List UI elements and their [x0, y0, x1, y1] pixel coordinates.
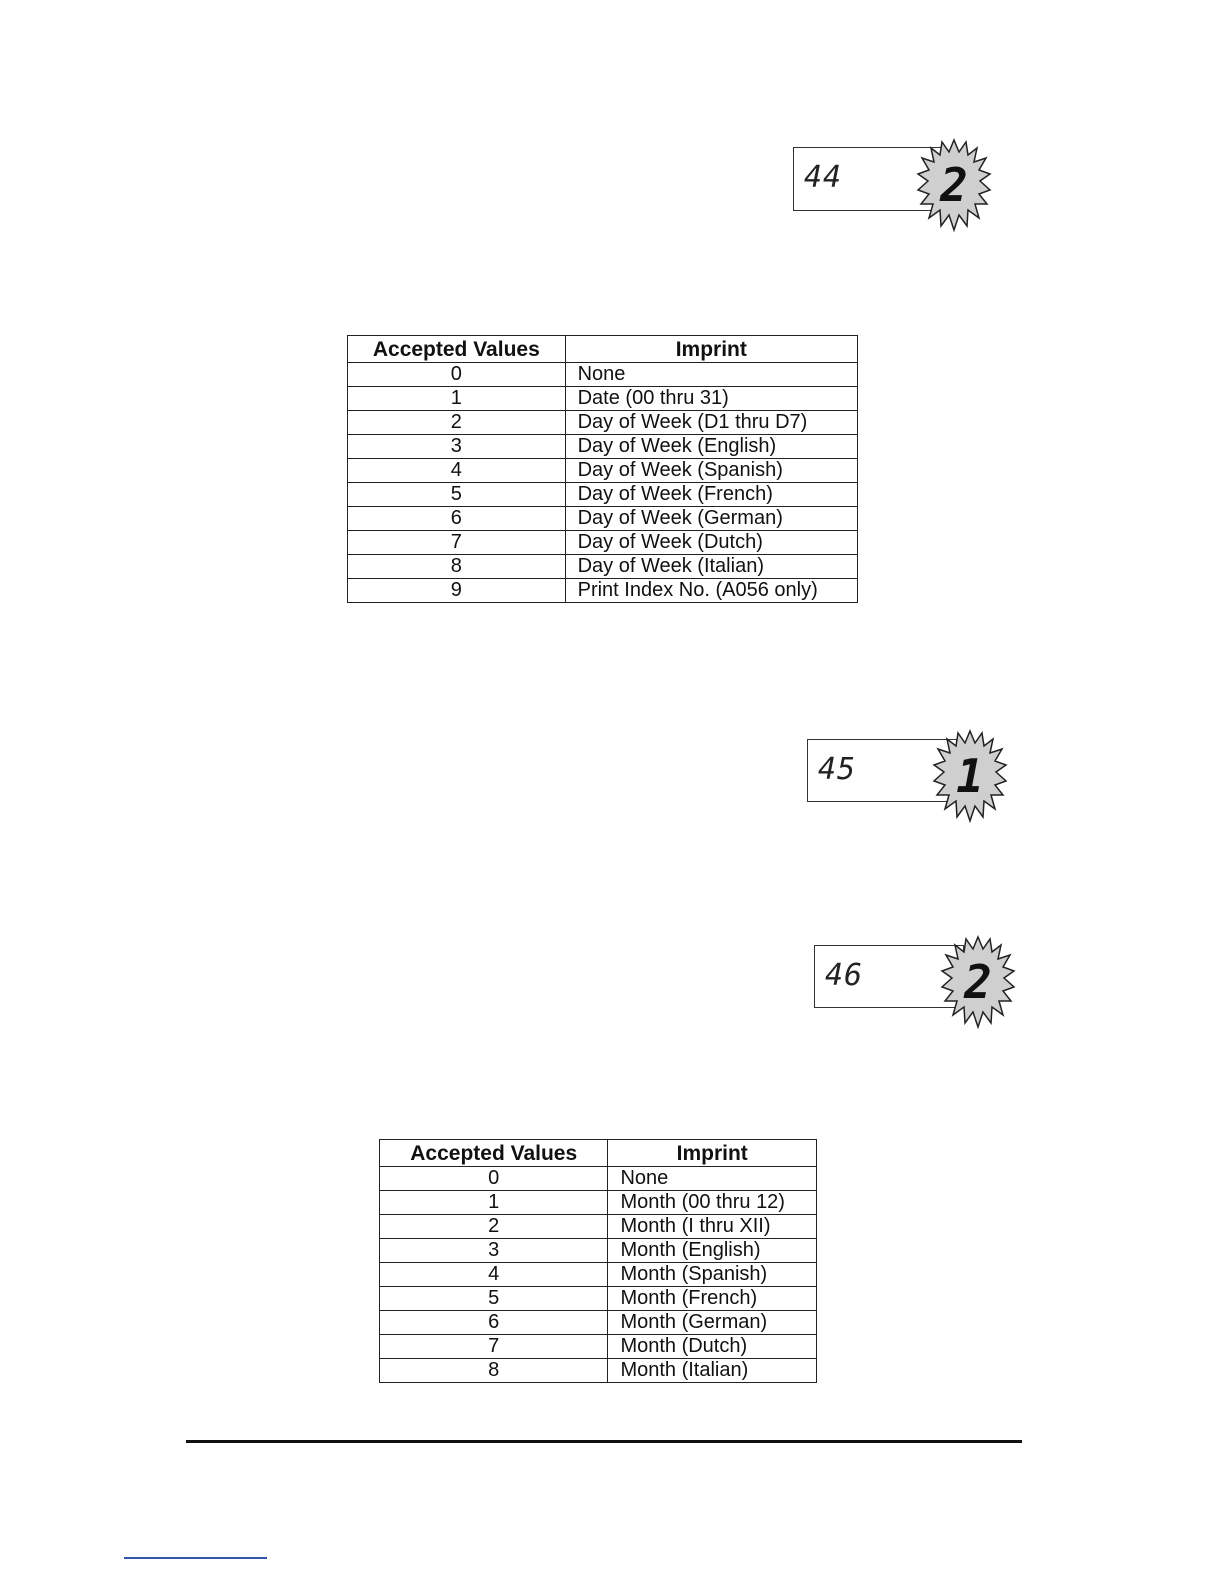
table-row: [348, 579, 858, 603]
column-header-accepted-values: Accepted Values: [348, 336, 566, 363]
accepted-value: 7: [380, 1335, 608, 1359]
table-row: [380, 1263, 817, 1287]
table-row: [348, 531, 858, 555]
table-row: [380, 1239, 817, 1263]
blinking-value-burst-icon: [932, 729, 1008, 823]
accepted-value: 0: [348, 363, 566, 387]
imprint: None: [565, 363, 857, 387]
accepted-value: 3: [380, 1239, 608, 1263]
table-row: [380, 1215, 817, 1239]
accepted-value: 7: [348, 531, 566, 555]
column-header-imprint: Imprint: [565, 336, 857, 363]
day-imprint-table: [347, 335, 858, 603]
accepted-value: 8: [348, 555, 566, 579]
accepted-value: 2: [380, 1215, 608, 1239]
month-imprint-table: [379, 1139, 817, 1383]
table-row: [348, 507, 858, 531]
imprint: Month (I thru XII): [608, 1215, 817, 1239]
imprint: Month (Dutch): [608, 1335, 817, 1359]
imprint: Day of Week (Spanish): [565, 459, 857, 483]
imprint: Month (00 thru 12): [608, 1191, 817, 1215]
imprint: Day of Week (D1 thru D7): [565, 411, 857, 435]
accepted-value: 0: [380, 1167, 608, 1191]
imprint: Month (German): [608, 1311, 817, 1335]
imprint: Day of Week (Dutch): [565, 531, 857, 555]
accepted-value: 5: [380, 1287, 608, 1311]
table-row: [348, 387, 858, 411]
table-row: [380, 1167, 817, 1191]
table-row: [380, 1359, 817, 1383]
accepted-value: 9: [348, 579, 566, 603]
accepted-value: 1: [380, 1191, 608, 1215]
imprint: Month (Spanish): [608, 1263, 817, 1287]
accepted-value: 3: [348, 435, 566, 459]
accepted-value: 5: [348, 483, 566, 507]
imprint: Day of Week (French): [565, 483, 857, 507]
imprint: Print Index No. (A056 only): [565, 579, 857, 603]
blinking-value-burst-icon: [940, 935, 1016, 1029]
imprint: Month (English): [608, 1239, 817, 1263]
display-value: 2: [940, 158, 968, 212]
footer-rule: [186, 1440, 1022, 1443]
imprint: None: [608, 1167, 817, 1191]
table-row: [348, 555, 858, 579]
display-value: 1: [956, 749, 984, 803]
display-code: 46: [825, 958, 864, 993]
table-row: [380, 1191, 817, 1215]
column-header-imprint: Imprint: [608, 1140, 817, 1167]
display-value: 2: [964, 955, 992, 1009]
table-row: [348, 411, 858, 435]
column-header-accepted-values: Accepted Values: [380, 1140, 608, 1167]
footer-link-underline: [124, 1557, 267, 1559]
imprint: Day of Week (German): [565, 507, 857, 531]
display-code: 44: [804, 160, 843, 195]
blinking-value-burst-icon: [916, 138, 992, 232]
table-row: [380, 1287, 817, 1311]
imprint: Month (Italian): [608, 1359, 817, 1383]
table-row: [380, 1335, 817, 1359]
table-row: [380, 1311, 817, 1335]
accepted-value: 6: [380, 1311, 608, 1335]
imprint: Day of Week (Italian): [565, 555, 857, 579]
accepted-value: 4: [348, 459, 566, 483]
imprint: Day of Week (English): [565, 435, 857, 459]
imprint: Date (00 thru 31): [565, 387, 857, 411]
accepted-value: 8: [380, 1359, 608, 1383]
table-row: [348, 459, 858, 483]
accepted-value: 2: [348, 411, 566, 435]
table-header-row: [380, 1140, 817, 1167]
accepted-value: 6: [348, 507, 566, 531]
accepted-value: 4: [380, 1263, 608, 1287]
table-row: [348, 363, 858, 387]
display-code: 45: [818, 752, 857, 787]
table-row: [348, 483, 858, 507]
table-row: [348, 435, 858, 459]
imprint: Month (French): [608, 1287, 817, 1311]
table-header-row: [348, 336, 858, 363]
accepted-value: 1: [348, 387, 566, 411]
